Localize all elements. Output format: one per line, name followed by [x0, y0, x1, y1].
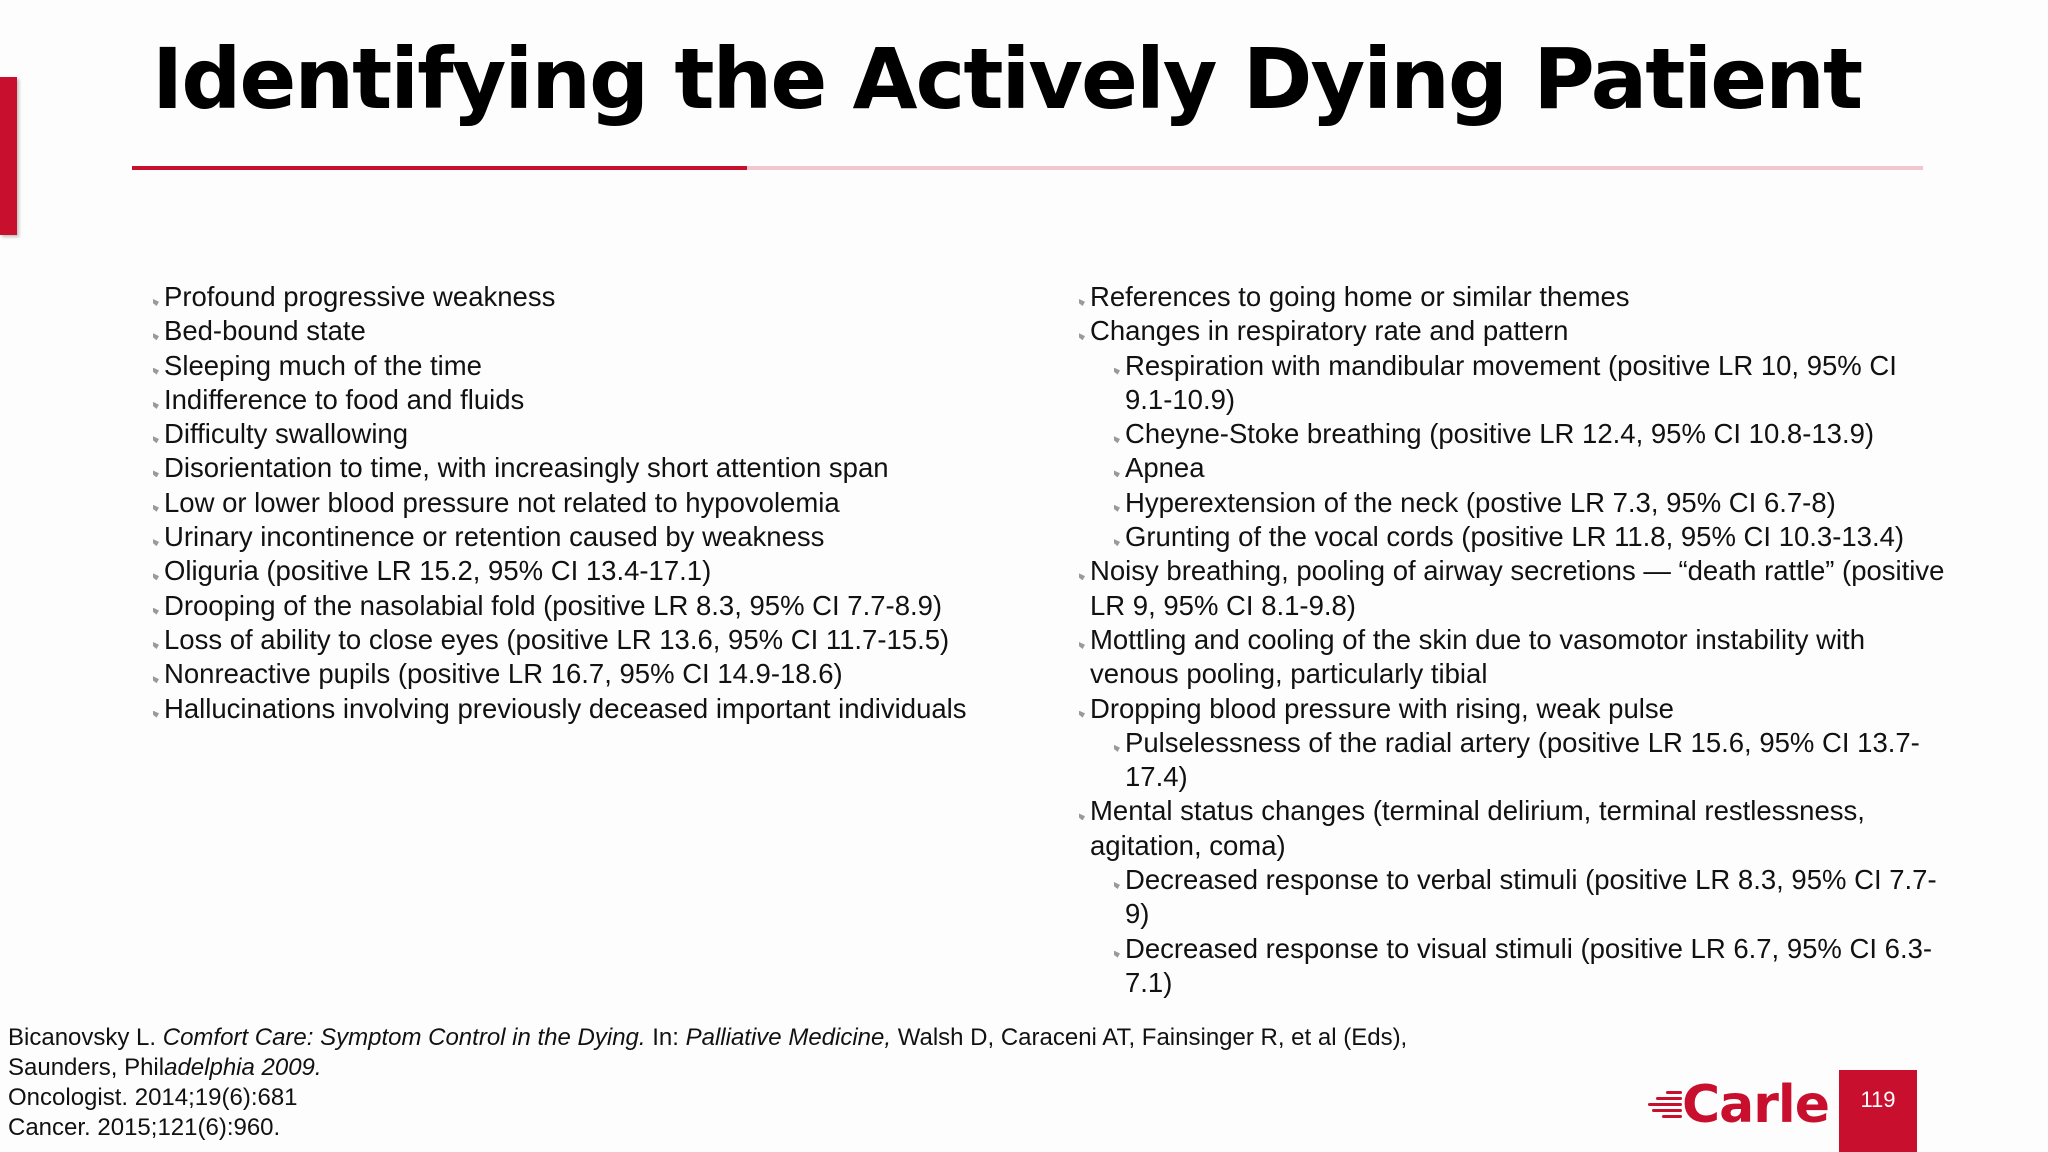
list-item: Profound progressive weakness — [164, 280, 1034, 314]
list-item: Disorientation to time, with increasingly short attention span — [164, 451, 1034, 485]
sub-list-item: Pulselessness of the radial artery (positive LR 15.6, 95% CI 13.7-17.4) — [1090, 726, 1950, 795]
list-item: Bed-bound state — [164, 314, 1034, 348]
reference-1 — [8, 1023, 1478, 1083]
ref-in: In: — [645, 1024, 686, 1051]
references — [8, 1023, 1478, 1143]
sub-list-item: Respiration with mandibular movement (positive LR 10, 95% CI 9.1-10.9) — [1090, 349, 1950, 418]
slide-title: Identifying the Actively Dying Patient — [152, 30, 1862, 128]
list-item: Urinary incontinence or retention caused by weakness — [164, 520, 1034, 554]
sub-list-item: Cheyne-Stoke breathing (positive LR 12.4, 95% CI 10.8-13.9) — [1090, 417, 1950, 451]
right-bullet-list — [1090, 280, 1950, 1000]
reference-3: Cancer. 2015;121(6):960. — [8, 1114, 281, 1141]
logo-lines-icon — [1648, 1085, 1682, 1125]
list-item: References to going home or similar themes — [1090, 280, 1950, 314]
sub-list-item: Grunting of the vocal cords (positive LR 11.8, 95% CI 10.3-13.4) — [1090, 520, 1950, 554]
list-item: Drooping of the nasolabial fold (positive LR 8.3, 95% CI 7.7-8.9) — [164, 589, 1034, 623]
list-item: Low or lower blood pressure not related to hypovolemia — [164, 486, 1034, 520]
title-rule-accent — [132, 166, 747, 170]
title-rule-light — [747, 166, 1923, 170]
list-item: Noisy breathing, pooling of airway secretions — “death rattle” (positive LR 9, 95% CI 8.1-9.8) — [1090, 554, 1950, 623]
sub-list-item: Decreased response to visual stimuli (positive LR 6.7, 95% CI 6.3-7.1) — [1090, 932, 1950, 1001]
list-item: Indifference to food and fluids — [164, 383, 1034, 417]
list-item: Sleeping much of the time — [164, 349, 1034, 383]
sub-list-item: Hyperextension of the neck (postive LR 7.3, 95% CI 6.7-8) — [1090, 486, 1950, 520]
list-item: Oliguria (positive LR 15.2, 95% CI 13.4-17.1) — [164, 554, 1034, 588]
left-accent-bar — [0, 77, 17, 235]
sub-list-item: Apnea — [1090, 451, 1950, 485]
ref-chapter: Comfort Care: Symptom Control in the Dying. — [162, 1024, 646, 1051]
page-number: 119 — [1839, 1070, 1917, 1152]
ref-author: Bicanovsky L. — [8, 1024, 163, 1051]
reference-2: Oncologist. 2014;19(6):681 — [8, 1084, 298, 1111]
list-item: Loss of ability to close eyes (positive LR 13.6, 95% CI 11.7-15.5) — [164, 623, 1034, 657]
list-item: Hallucinations involving previously deceased important individuals — [164, 692, 1034, 726]
list-item: Mental status changes (terminal delirium, terminal restlessness, agitation, coma) — [1090, 794, 1950, 863]
left-bullet-list — [164, 280, 1034, 726]
ref-place: adelphia 2009. — [164, 1054, 322, 1081]
list-item: Nonreactive pupils (positive LR 16.7, 95% CI 14.9-18.6) — [164, 657, 1034, 691]
list-item: Changes in respiratory rate and pattern — [1090, 314, 1950, 348]
ref-book: Palliative Medicine, — [685, 1024, 892, 1051]
list-item: Dropping blood pressure with rising, weak pulse — [1090, 692, 1950, 726]
carle-logo — [1648, 1075, 1829, 1135]
ref-editors: Walsh D, Caraceni AT, Fainsinger R, et al (Eds), Saunders, Phil — [8, 1024, 1408, 1081]
list-item: Difficulty swallowing — [164, 417, 1034, 451]
logo-text: Carle — [1682, 1075, 1829, 1135]
sub-list-item: Decreased response to verbal stimuli (positive LR 8.3, 95% CI 7.7-9) — [1090, 863, 1950, 932]
list-item: Mottling and cooling of the skin due to vasomotor instability with venous pooling, particularly tibial — [1090, 623, 1950, 692]
